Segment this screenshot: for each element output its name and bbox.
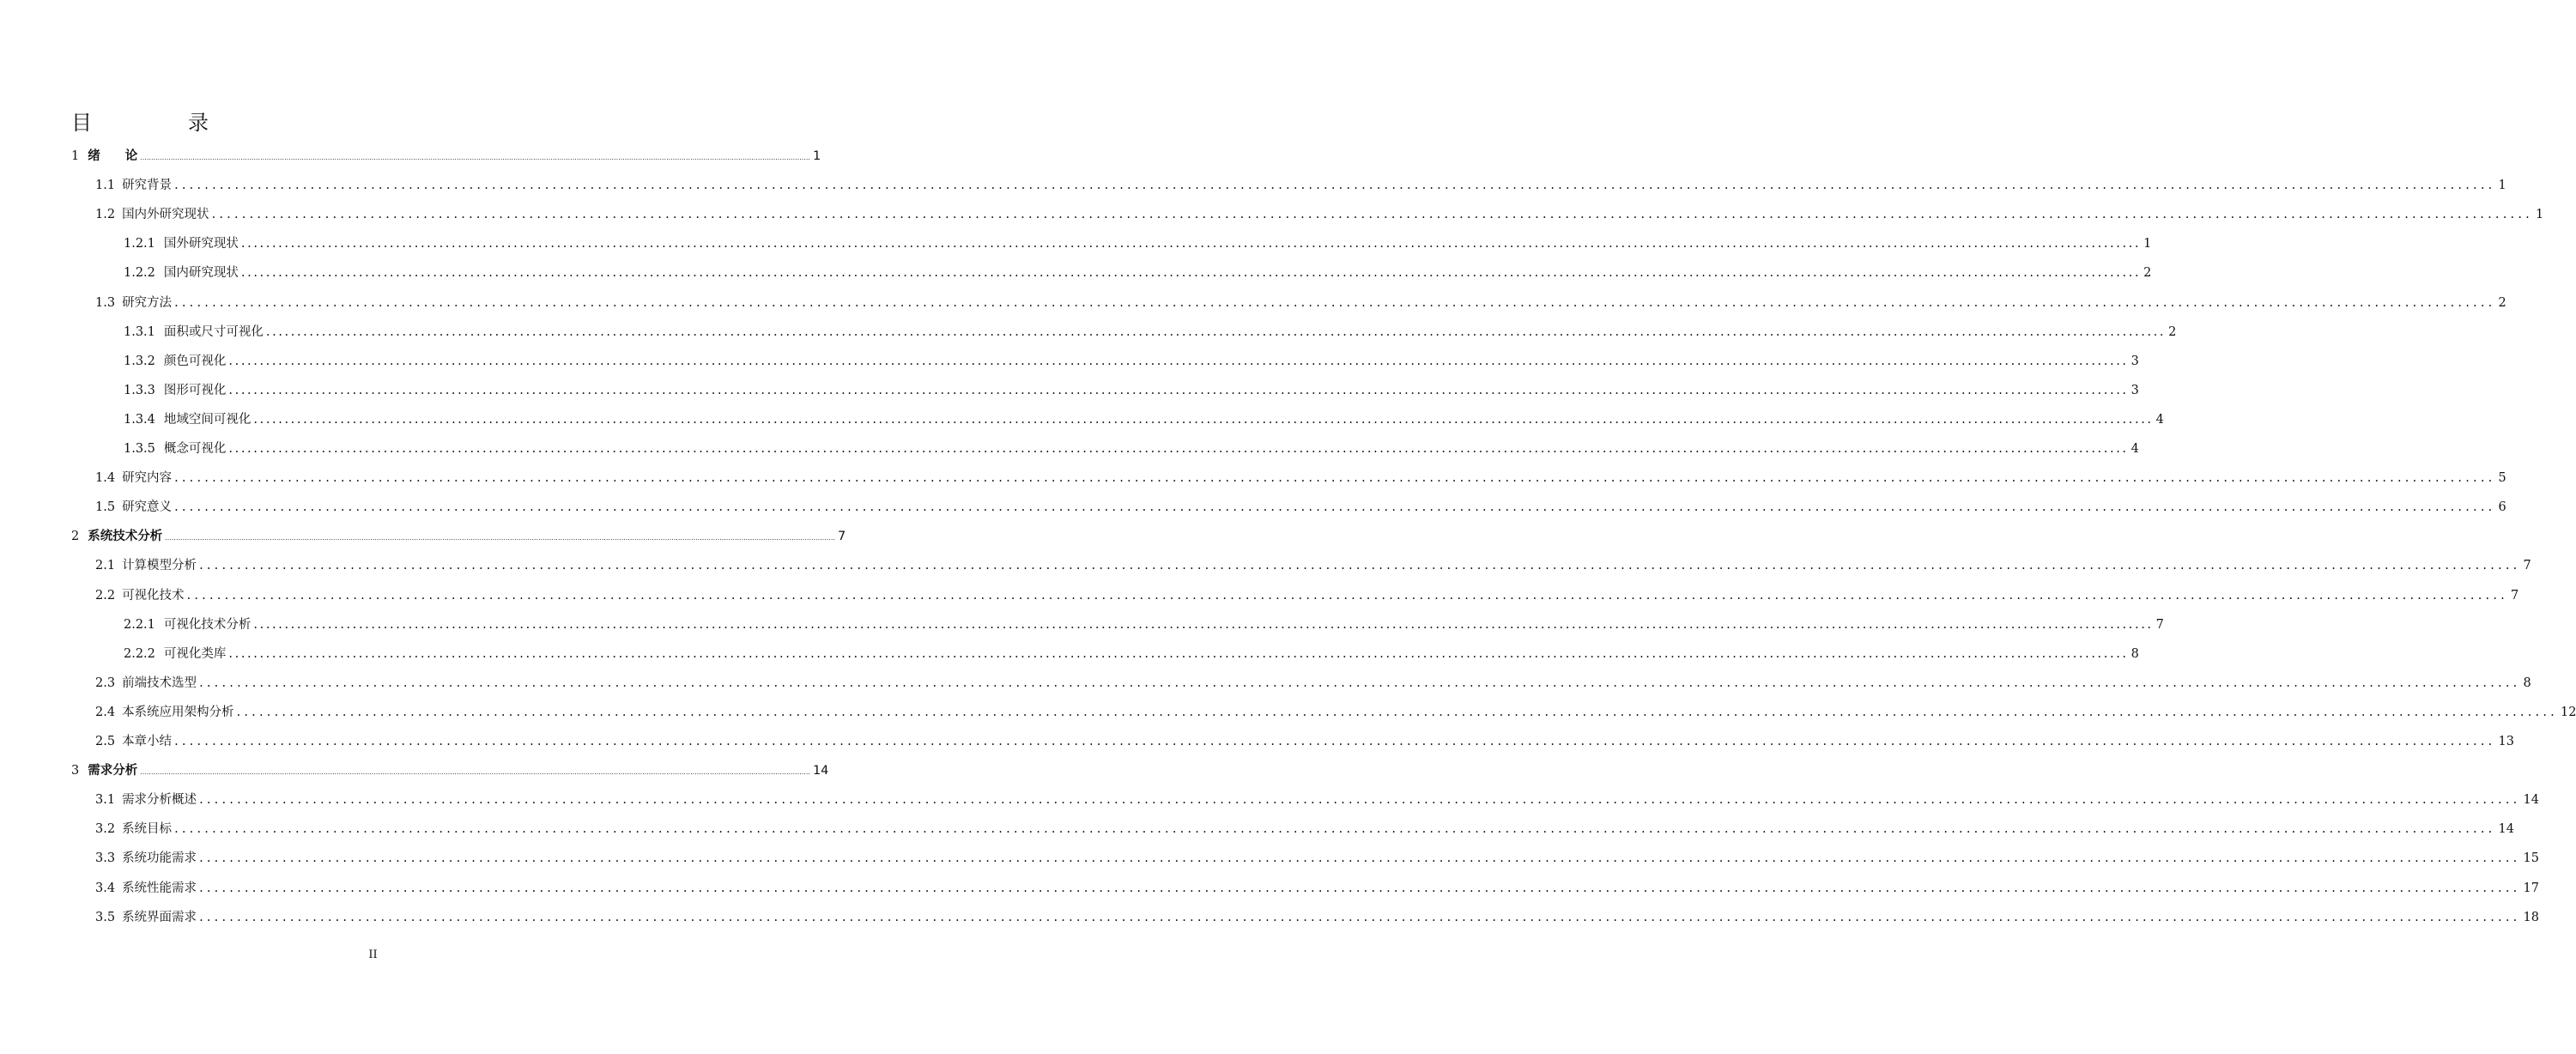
toc-entry-title: 概念可视化 bbox=[163, 442, 227, 456]
toc-title: 目 录 bbox=[71, 111, 246, 135]
toc-entry[interactable] bbox=[71, 526, 846, 547]
toc-dot-leader: ................................................................................................................................................................................................................................................................................................................... bbox=[174, 295, 2496, 310]
toc-dot-leader: ................................................................................................................................................................................................................................................................................................................... bbox=[199, 675, 2521, 690]
toc-dot-leader: ................................................................................................................................................................................................................................................................................................................... bbox=[265, 324, 2167, 339]
toc-dot-leader: ................................................................................................................................................................................................................................................................................................................... bbox=[228, 442, 2129, 456]
toc-entry-number: 3.5 bbox=[95, 910, 116, 924]
toc-entry-title: 研究方法 bbox=[122, 295, 173, 310]
toc-entry-title: 系统功能需求 bbox=[122, 851, 197, 866]
toc-entry-title: 颜色可视化 bbox=[163, 354, 227, 368]
toc-entry-number: 1.4 bbox=[95, 471, 116, 486]
toc-entry[interactable] bbox=[95, 819, 2514, 839]
toc-entry[interactable] bbox=[95, 848, 2539, 869]
toc-entry[interactable] bbox=[124, 409, 2164, 430]
toc-entry-page: 8 bbox=[2523, 675, 2531, 690]
toc-entry-page: 3 bbox=[2131, 354, 2139, 368]
toc-entry-title: 本系统应用架构分析 bbox=[122, 705, 234, 719]
toc-entry-title: 绪 论 bbox=[88, 149, 138, 163]
toc-entry-number: 2.1 bbox=[95, 559, 116, 573]
toc-entry-number: 1.3.1 bbox=[124, 324, 155, 339]
toc-entry-title: 系统性能需求 bbox=[122, 881, 197, 895]
toc-entry-page: 7 bbox=[2523, 559, 2531, 573]
toc-entry-title: 图形可视化 bbox=[163, 383, 227, 397]
toc-entry-page: 6 bbox=[2498, 500, 2506, 515]
toc-entry-number: 3.4 bbox=[95, 881, 116, 895]
toc-entry-page: 14 bbox=[2523, 793, 2539, 808]
toc-entry-page: 2 bbox=[2498, 295, 2506, 310]
toc-entry-page: 1 bbox=[2143, 237, 2152, 251]
toc-dot-leader: ................................................................................................................................................................................................................................................................................................................... bbox=[199, 559, 2521, 573]
toc-entry[interactable] bbox=[124, 322, 2177, 342]
toc-entry-title: 国内研究现状 bbox=[163, 266, 239, 281]
toc-dot-leader: ................................................................................................................................................................................................................................................................................................................... bbox=[165, 534, 835, 542]
toc-entry-number: 3.2 bbox=[95, 822, 116, 837]
toc-entry-title: 本章小结 bbox=[122, 735, 173, 748]
toc-entry-title: 国外研究现状 bbox=[163, 237, 239, 251]
toc-entry[interactable] bbox=[95, 585, 2519, 606]
toc-entry-title: 可视化技术 bbox=[122, 588, 185, 603]
toc-entry-number: 1.3.4 bbox=[124, 412, 155, 427]
toc-entry-number: 2.4 bbox=[95, 705, 116, 719]
toc-entry[interactable] bbox=[95, 555, 2531, 576]
toc-entry-title: 需求分析 bbox=[88, 764, 138, 778]
toc-entry[interactable] bbox=[71, 760, 829, 781]
toc-entry-page: 3 bbox=[2131, 383, 2139, 397]
toc-entry-number: 1 bbox=[71, 149, 80, 163]
toc-entry-title: 前端技术选型 bbox=[122, 675, 197, 690]
toc-dot-leader: ................................................................................................................................................................................................................................................................................................................... bbox=[228, 383, 2129, 397]
toc-dot-leader: ................................................................................................................................................................................................................................................................................................................... bbox=[174, 471, 2496, 486]
toc-entry[interactable] bbox=[95, 497, 2506, 518]
toc-entry-page: 15 bbox=[2523, 851, 2539, 866]
toc-entry[interactable] bbox=[95, 673, 2531, 694]
toc-entry[interactable] bbox=[124, 644, 2139, 664]
toc-entry[interactable] bbox=[124, 615, 2164, 635]
toc-entry-page: 18 bbox=[2523, 910, 2539, 924]
toc-entry-page: 4 bbox=[2131, 442, 2139, 456]
toc-entry[interactable] bbox=[124, 439, 2139, 459]
toc-entry-page: 14 bbox=[812, 764, 829, 778]
toc-entry-number: 1.3.5 bbox=[124, 442, 155, 456]
toc-entry-title: 可视化类库 bbox=[163, 646, 227, 661]
toc-dot-leader: ................................................................................................................................................................................................................................................................................................................... bbox=[253, 617, 2154, 632]
toc-dot-leader: ................................................................................................................................................................................................................................................................................................................... bbox=[174, 735, 2496, 748]
toc-entry-page: 17 bbox=[2523, 881, 2539, 895]
toc-entry-page: 12 bbox=[2560, 705, 2576, 719]
toc-entry-title: 研究背景 bbox=[122, 179, 173, 193]
toc-dot-leader: ................................................................................................................................................................................................................................................................................................................... bbox=[186, 588, 2508, 603]
toc-entry-number: 1.5 bbox=[95, 500, 116, 515]
toc-entry-title: 研究内容 bbox=[122, 471, 173, 486]
toc-entry-number: 1.2.2 bbox=[124, 266, 155, 281]
toc-entry-page: 7 bbox=[2510, 588, 2519, 603]
toc-entry-page: 2 bbox=[2168, 324, 2177, 339]
toc-entry-page: 8 bbox=[2131, 646, 2139, 661]
toc-entry[interactable] bbox=[71, 146, 821, 167]
toc-entry-title: 需求分析概述 bbox=[122, 793, 197, 808]
toc-dot-leader: ................................................................................................................................................................................................................................................................................................................... bbox=[236, 705, 2558, 719]
toc-entry-page: 4 bbox=[2155, 412, 2164, 427]
toc-dot-leader: ................................................................................................................................................................................................................................................................................................................... bbox=[240, 266, 2142, 281]
toc-entry[interactable] bbox=[124, 351, 2139, 372]
toc-entry-page: 1 bbox=[2535, 208, 2544, 222]
toc-entry-page: 13 bbox=[2498, 735, 2514, 748]
toc-entry-page: 1 bbox=[812, 149, 821, 163]
toc-entry-number: 2.2.1 bbox=[124, 617, 155, 632]
toc-dot-leader: ................................................................................................................................................................................................................................................................................................................... bbox=[140, 154, 810, 161]
toc-entry[interactable] bbox=[95, 175, 2506, 196]
toc-entry-number: 1.2 bbox=[95, 208, 116, 222]
toc-entry-title: 国内外研究现状 bbox=[122, 208, 209, 222]
toc-entry-title: 地域空间可视化 bbox=[163, 412, 252, 427]
toc-entry-number: 1.3.2 bbox=[124, 354, 155, 368]
toc-dot-leader: ................................................................................................................................................................................................................................................................................................................... bbox=[140, 768, 810, 777]
toc-dot-leader: ................................................................................................................................................................................................................................................................................................................... bbox=[199, 793, 2521, 808]
toc-dot-leader: ................................................................................................................................................................................................................................................................................................................... bbox=[240, 237, 2142, 251]
toc-dot-leader: ................................................................................................................................................................................................................................................................................................................... bbox=[228, 646, 2129, 661]
toc-dot-leader: ................................................................................................................................................................................................................................................................................................................... bbox=[199, 910, 2521, 924]
page-number-footer: II bbox=[368, 948, 378, 961]
toc-entry[interactable] bbox=[95, 907, 2539, 928]
toc-entry[interactable] bbox=[95, 468, 2506, 488]
toc-entry-title: 系统目标 bbox=[122, 822, 173, 837]
toc-dot-leader: ................................................................................................................................................................................................................................................................................................................... bbox=[199, 881, 2521, 895]
toc-entry[interactable] bbox=[95, 878, 2539, 899]
toc-entry[interactable] bbox=[95, 204, 2544, 225]
toc-entry-title: 系统界面需求 bbox=[122, 910, 197, 924]
toc-entry-title: 可视化技术分析 bbox=[163, 617, 252, 632]
toc-entry[interactable] bbox=[95, 790, 2539, 810]
toc-entry[interactable] bbox=[124, 380, 2139, 401]
toc-entry-page: 2 bbox=[2143, 266, 2152, 281]
toc-entry-number: 1.2.1 bbox=[124, 237, 155, 251]
toc-entry-page: 5 bbox=[2498, 471, 2506, 486]
toc-entry-number: 2 bbox=[71, 530, 80, 544]
toc-dot-leader: ................................................................................................................................................................................................................................................................................................................... bbox=[199, 851, 2521, 866]
toc-entry-title: 研究意义 bbox=[122, 500, 173, 515]
toc-entry[interactable] bbox=[95, 731, 2514, 752]
toc-entry-number: 1.3.3 bbox=[124, 383, 155, 397]
toc-dot-leader: ................................................................................................................................................................................................................................................................................................................... bbox=[174, 500, 2496, 515]
toc-entry-number: 2.5 bbox=[95, 735, 116, 748]
toc-dot-leader: ................................................................................................................................................................................................................................................................................................................... bbox=[174, 179, 2496, 193]
toc-entry-number: 1.1 bbox=[95, 179, 116, 193]
toc-dot-leader: ................................................................................................................................................................................................................................................................................................................... bbox=[211, 208, 2533, 222]
toc-entry[interactable] bbox=[124, 233, 2152, 254]
toc-entry-number: 1.3 bbox=[95, 295, 116, 310]
toc-entry-title: 系统技术分析 bbox=[88, 530, 163, 544]
toc-entry-title: 面积或尺寸可视化 bbox=[163, 324, 264, 339]
toc-entry-number: 2.2 bbox=[95, 588, 116, 603]
toc-entry-number: 3 bbox=[71, 764, 80, 778]
toc-entry[interactable] bbox=[95, 293, 2506, 313]
toc-entry-number: 2.3 bbox=[95, 675, 116, 690]
toc-dot-leader: ................................................................................................................................................................................................................................................................................................................... bbox=[228, 354, 2129, 368]
toc-entry[interactable] bbox=[95, 702, 2576, 723]
toc-entry-page: 7 bbox=[2155, 617, 2164, 632]
toc-entry-page: 7 bbox=[837, 530, 846, 544]
toc-entry-page: 1 bbox=[2498, 179, 2506, 193]
toc-entry-title: 计算模型分析 bbox=[122, 559, 197, 573]
toc-dot-leader: ................................................................................................................................................................................................................................................................................................................... bbox=[253, 412, 2154, 427]
toc-dot-leader: ................................................................................................................................................................................................................................................................................................................... bbox=[174, 822, 2496, 837]
toc-entry-number: 3.3 bbox=[95, 851, 116, 866]
toc-entry-number: 3.1 bbox=[95, 793, 116, 808]
toc-entry-page: 14 bbox=[2498, 822, 2514, 837]
toc-entry-number: 2.2.2 bbox=[124, 646, 155, 661]
toc-entry[interactable] bbox=[124, 263, 2152, 283]
